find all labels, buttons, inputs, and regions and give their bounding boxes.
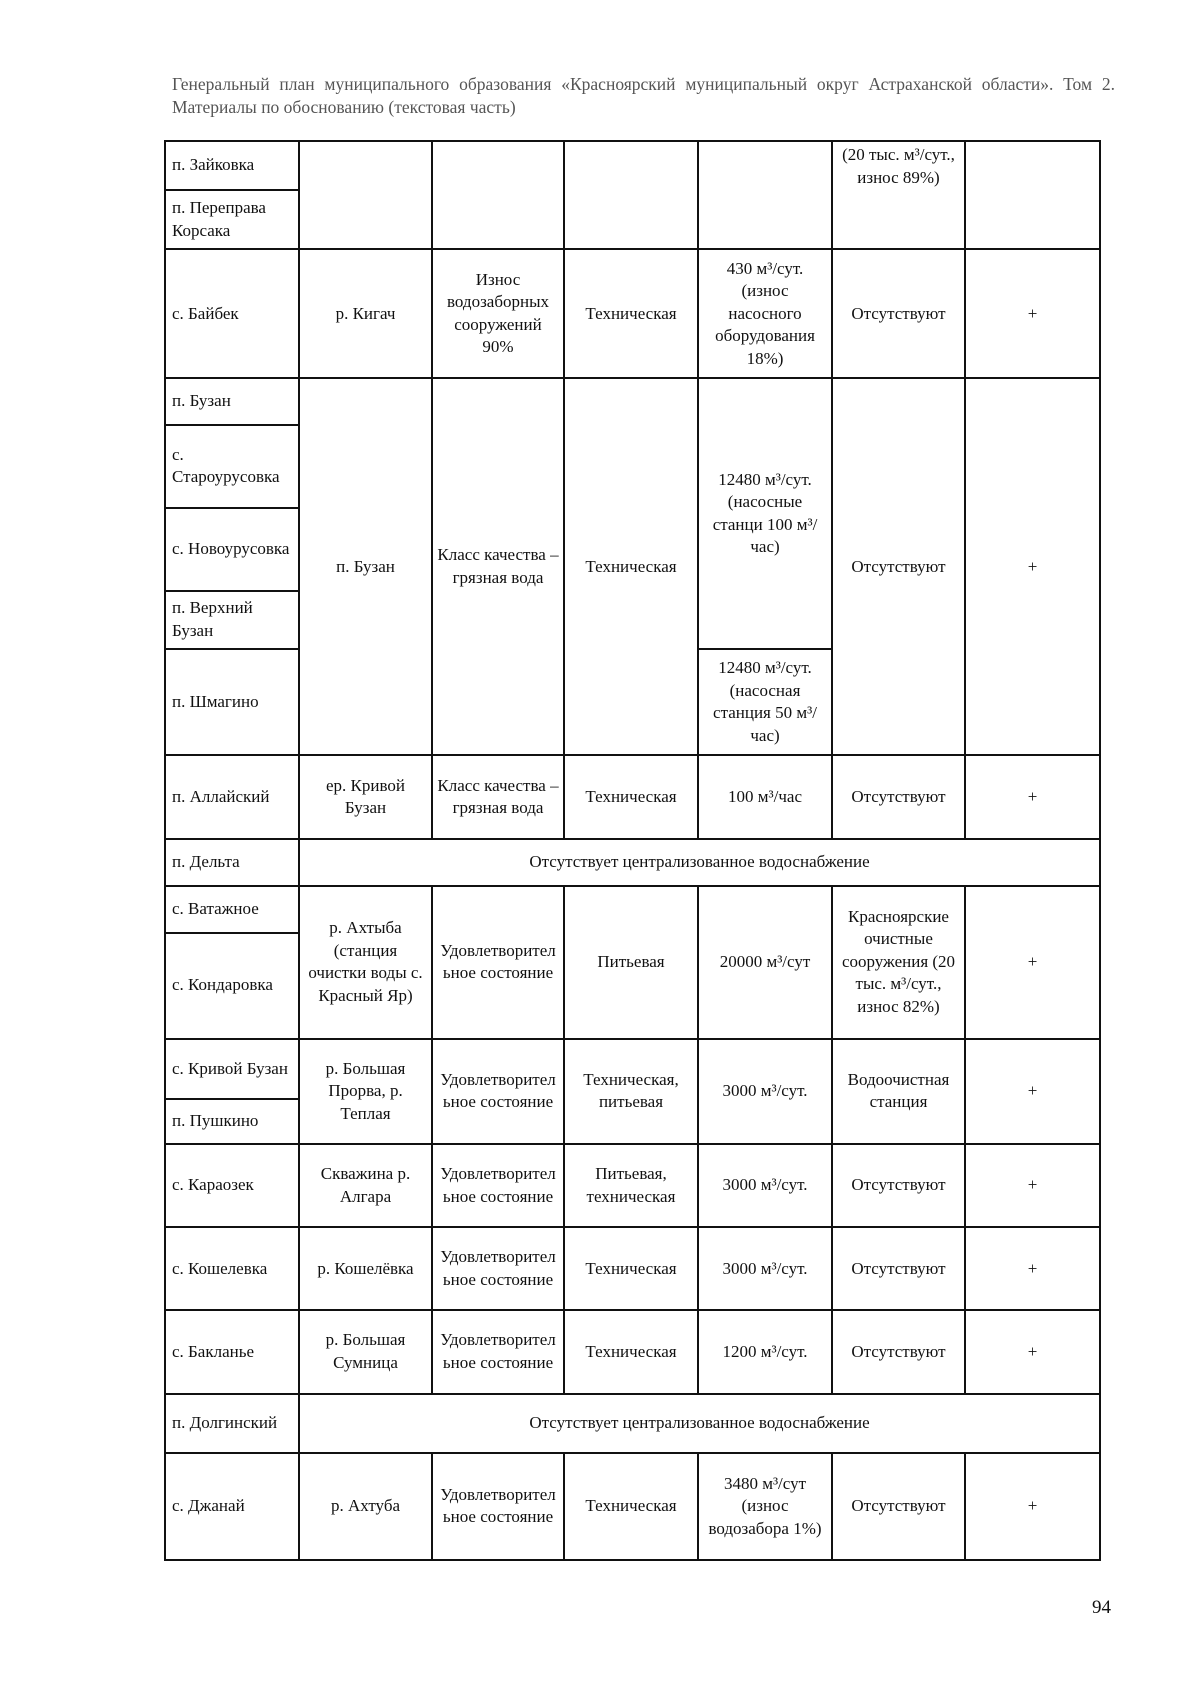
source-cell: Скважина р. Алгара [299,1144,432,1227]
capacity-cell: 20000 м³/сут [698,886,832,1039]
settlement-cell: с. Кривой Бузан [165,1039,299,1099]
mark-cell: + [965,1453,1100,1560]
table-row [165,1039,1100,1099]
capacity-cell: 1200 м³/сут. [698,1310,832,1393]
capacity-cell: 100 м³/час [698,755,832,839]
mark-cell: + [965,378,1100,755]
treatment-cell: (20 тыс. м³/сут., износ 89%) [832,141,965,249]
mark-cell [965,141,1100,249]
capacity-cell: 12480 м³/сут. (насосные станци 100 м³/час) [698,378,832,649]
capacity-cell [698,141,832,249]
purpose-cell: Техническая [564,378,698,755]
condition-cell [432,141,564,249]
condition-cell: Класс качества – грязная вода [432,755,564,839]
mark-cell: + [965,1310,1100,1393]
condition-cell: Класс качества – грязная вода [432,378,564,755]
settlement-cell: п. Дельта [165,839,299,885]
source-cell [299,141,432,249]
document-header: Генеральный план муниципального образования «Красноярский муниципальный округ Астраханской области». Том 2. Материалы по обоснованию (текстовая часть) [172,74,1115,117]
condition-cell: Удовлетворительное состояние [432,1144,564,1227]
capacity-cell: 3480 м³/сут (износ водозабора 1%) [698,1453,832,1560]
settlement-cell: п. Зайковка [165,141,299,190]
settlement-cell: с. Новоурусовка [165,508,299,591]
purpose-cell: Техническая [564,1453,698,1560]
condition-cell: Удовлетворительное состояние [432,1227,564,1310]
settlement-cell: п. Пушкино [165,1099,299,1144]
treatment-cell: Отсутствуют [832,1144,965,1227]
settlement-cell: с. Кондаровка [165,933,299,1039]
table-row [165,1144,1100,1227]
settlement-cell: п. Долгинский [165,1394,299,1453]
condition-cell: Удовлетворительное состояние [432,1453,564,1560]
condition-cell: Износ водозаборных сооружений 90% [432,249,564,378]
settlement-cell: с. Ватажное [165,886,299,933]
settlement-cell: с. Староурусовка [165,425,299,508]
no-supply-note: Отсутствует централизованное водоснабжение [299,839,1100,885]
table-row [165,755,1100,839]
source-cell: р. Кошелёвка [299,1227,432,1310]
table-row [165,886,1100,933]
mark-cell: + [965,249,1100,378]
mark-cell: + [965,1039,1100,1144]
settlement-cell: с. Караозек [165,1144,299,1227]
table-row [165,378,1100,424]
settlement-cell: с. Джанай [165,1453,299,1560]
purpose-cell: Техническая [564,1310,698,1393]
source-cell: п. Бузан [299,378,432,755]
treatment-cell: Отсутствуют [832,755,965,839]
table-row [165,839,1100,885]
settlement-cell: с. Байбек [165,249,299,378]
source-cell: р. Ахтыба (станция очистки воды с. Красный Яр) [299,886,432,1039]
treatment-cell: Отсутствуют [832,378,965,755]
capacity-cell: 3000 м³/сут. [698,1039,832,1144]
settlement-cell: п. Аллайский [165,755,299,839]
treatment-cell: Отсутствуют [832,249,965,378]
settlement-cell: п. Шмагино [165,649,299,755]
treatment-cell: Красноярские очистные сооружения (20 тыс. м³/сут., износ 82%) [832,886,965,1039]
condition-cell: Удовлетворительное состояние [432,1039,564,1144]
treatment-cell: Водоочистная станция [832,1039,965,1144]
capacity-cell: 430 м³/сут. (износ насосного оборудования 18%) [698,249,832,378]
capacity-cell: 12480 м³/сут. (насосная станция 50 м³/час) [698,649,832,755]
capacity-cell: 3000 м³/сут. [698,1144,832,1227]
source-cell: р. Кигач [299,249,432,378]
table-row [165,141,1100,190]
table-row [165,1394,1100,1453]
mark-cell: + [965,755,1100,839]
capacity-cell: 3000 м³/сут. [698,1227,832,1310]
source-cell: р. Ахтуба [299,1453,432,1560]
settlement-cell: с. Бакланье [165,1310,299,1393]
settlement-cell: п. Переправа Корсака [165,190,299,249]
table-row [165,1310,1100,1393]
page-number: 94 [1092,1597,1111,1618]
settlement-cell: п. Верхний Бузан [165,591,299,649]
purpose-cell: Техническая [564,1227,698,1310]
purpose-cell: Техническая [564,755,698,839]
table-row [165,1453,1100,1560]
treatment-cell: Отсутствуют [832,1227,965,1310]
source-cell: ер. Кривой Бузан [299,755,432,839]
condition-cell: Удовлетворительное состояние [432,886,564,1039]
purpose-cell [564,141,698,249]
mark-cell: + [965,1144,1100,1227]
no-supply-note: Отсутствует централизованное водоснабжение [299,1394,1100,1453]
source-cell: р. Большая Сумница [299,1310,432,1393]
settlement-cell: с. Кошелевка [165,1227,299,1310]
water-supply-table [164,140,1101,1561]
settlement-cell: п. Бузан [165,378,299,424]
table-row [165,249,1100,378]
treatment-cell: Отсутствуют [832,1310,965,1393]
mark-cell: + [965,1227,1100,1310]
treatment-cell: Отсутствуют [832,1453,965,1560]
purpose-cell: Техническая, питьевая [564,1039,698,1144]
table-row [165,1227,1100,1310]
purpose-cell: Техническая [564,249,698,378]
purpose-cell: Питьевая, техническая [564,1144,698,1227]
purpose-cell: Питьевая [564,886,698,1039]
mark-cell: + [965,886,1100,1039]
source-cell: р. Большая Прорва, р. Теплая [299,1039,432,1144]
condition-cell: Удовлетворительное состояние [432,1310,564,1393]
